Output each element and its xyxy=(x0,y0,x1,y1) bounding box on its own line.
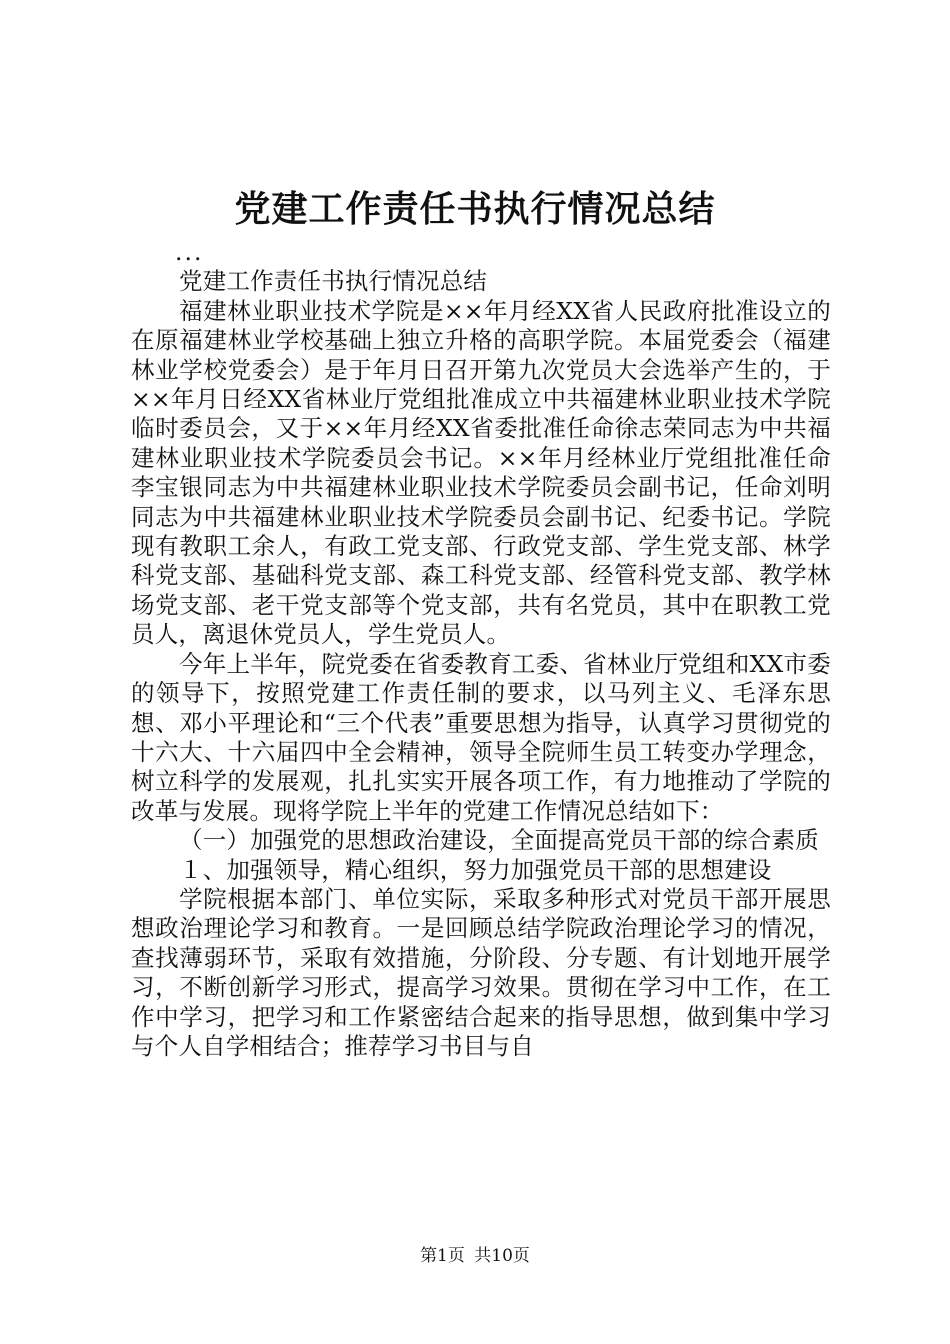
page-footer xyxy=(0,1244,950,1268)
document-body xyxy=(131,238,831,1061)
subsection-heading-1-1: １、加强领导，精心组织，努力加强党员干部的思想建设 xyxy=(179,855,772,884)
ellipsis-line: ... xyxy=(175,238,204,266)
section-heading-1: （一）加强党的思想政治建设，全面提高党员干部的综合素质 xyxy=(179,826,819,855)
paragraph-summary: 今年上半年，院党委在省委教育工委、省林业厅党组和XX市委的领导下，按照党建工作责任制的要求，以马列主义、毛泽东思想、邓小平理论和“三个代表”重要思想为指导，认真学习贯彻党的十六大、十六届四中全会精神，领导全院师生员工转变办学理念，树立科学的发展观，扎扎实实开展各项工作，有力地推动了学院的改革与发展。现将学院上半年的党建工作情况总结如下： xyxy=(131,649,831,825)
paragraph-study: 学院根据本部门、单位实际，采取多种形式对党员干部开展思想政治理论学习和教育。一是回顾总结学院政治理论学习的情况，查找薄弱环节，采取有效措施，分阶段、分专题、有计划地开展学习，不断创新学习形式，提高学习效果。贯彻在学习中工作，在工作中学习，把学习和工作紧密结合起来的指导思想，做到集中学习与个人自学相结合；推荐学习书目与自 xyxy=(131,884,831,1060)
document-subtitle: 党建工作责任书执行情况总结 xyxy=(179,267,488,296)
document-title: 党建工作责任书执行情况总结 xyxy=(234,188,716,230)
page-total: 共10页 xyxy=(474,1246,530,1266)
page-number: 第1页 xyxy=(420,1246,465,1266)
paragraph-intro: 福建林业职业技术学院是××年月经XX省人民政府批准设立的在原福建林业学校基础上独立升格的高职学院。本届党委会（福建林业学校党委会）是于年月日召开第九次党员大会选举产生的，于××年月日经XX省林业厅党组批准成立中共福建林业职业技术学院临时委员会，又于××年月经XX省委批准任命徐志荣同志为中共福建林业职业技术学院委员会书记。××年月经林业厅党组批准任命李宝银同志为中共福建林业职业技术学院委员会副书记，任命刘明同志为中共福建林业职业技术学院委员会副书记、纪委书记。学院现有教职工余人，有政工党支部、行政党支部、学生党支部、林学科党支部、基础科党支部、森工科党支部、经管科党支部、教学林场党支部、老干党支部等个党支部，共有名党员，其中在职教工党员人，离退休党员人，学生党员人。 xyxy=(131,296,831,649)
